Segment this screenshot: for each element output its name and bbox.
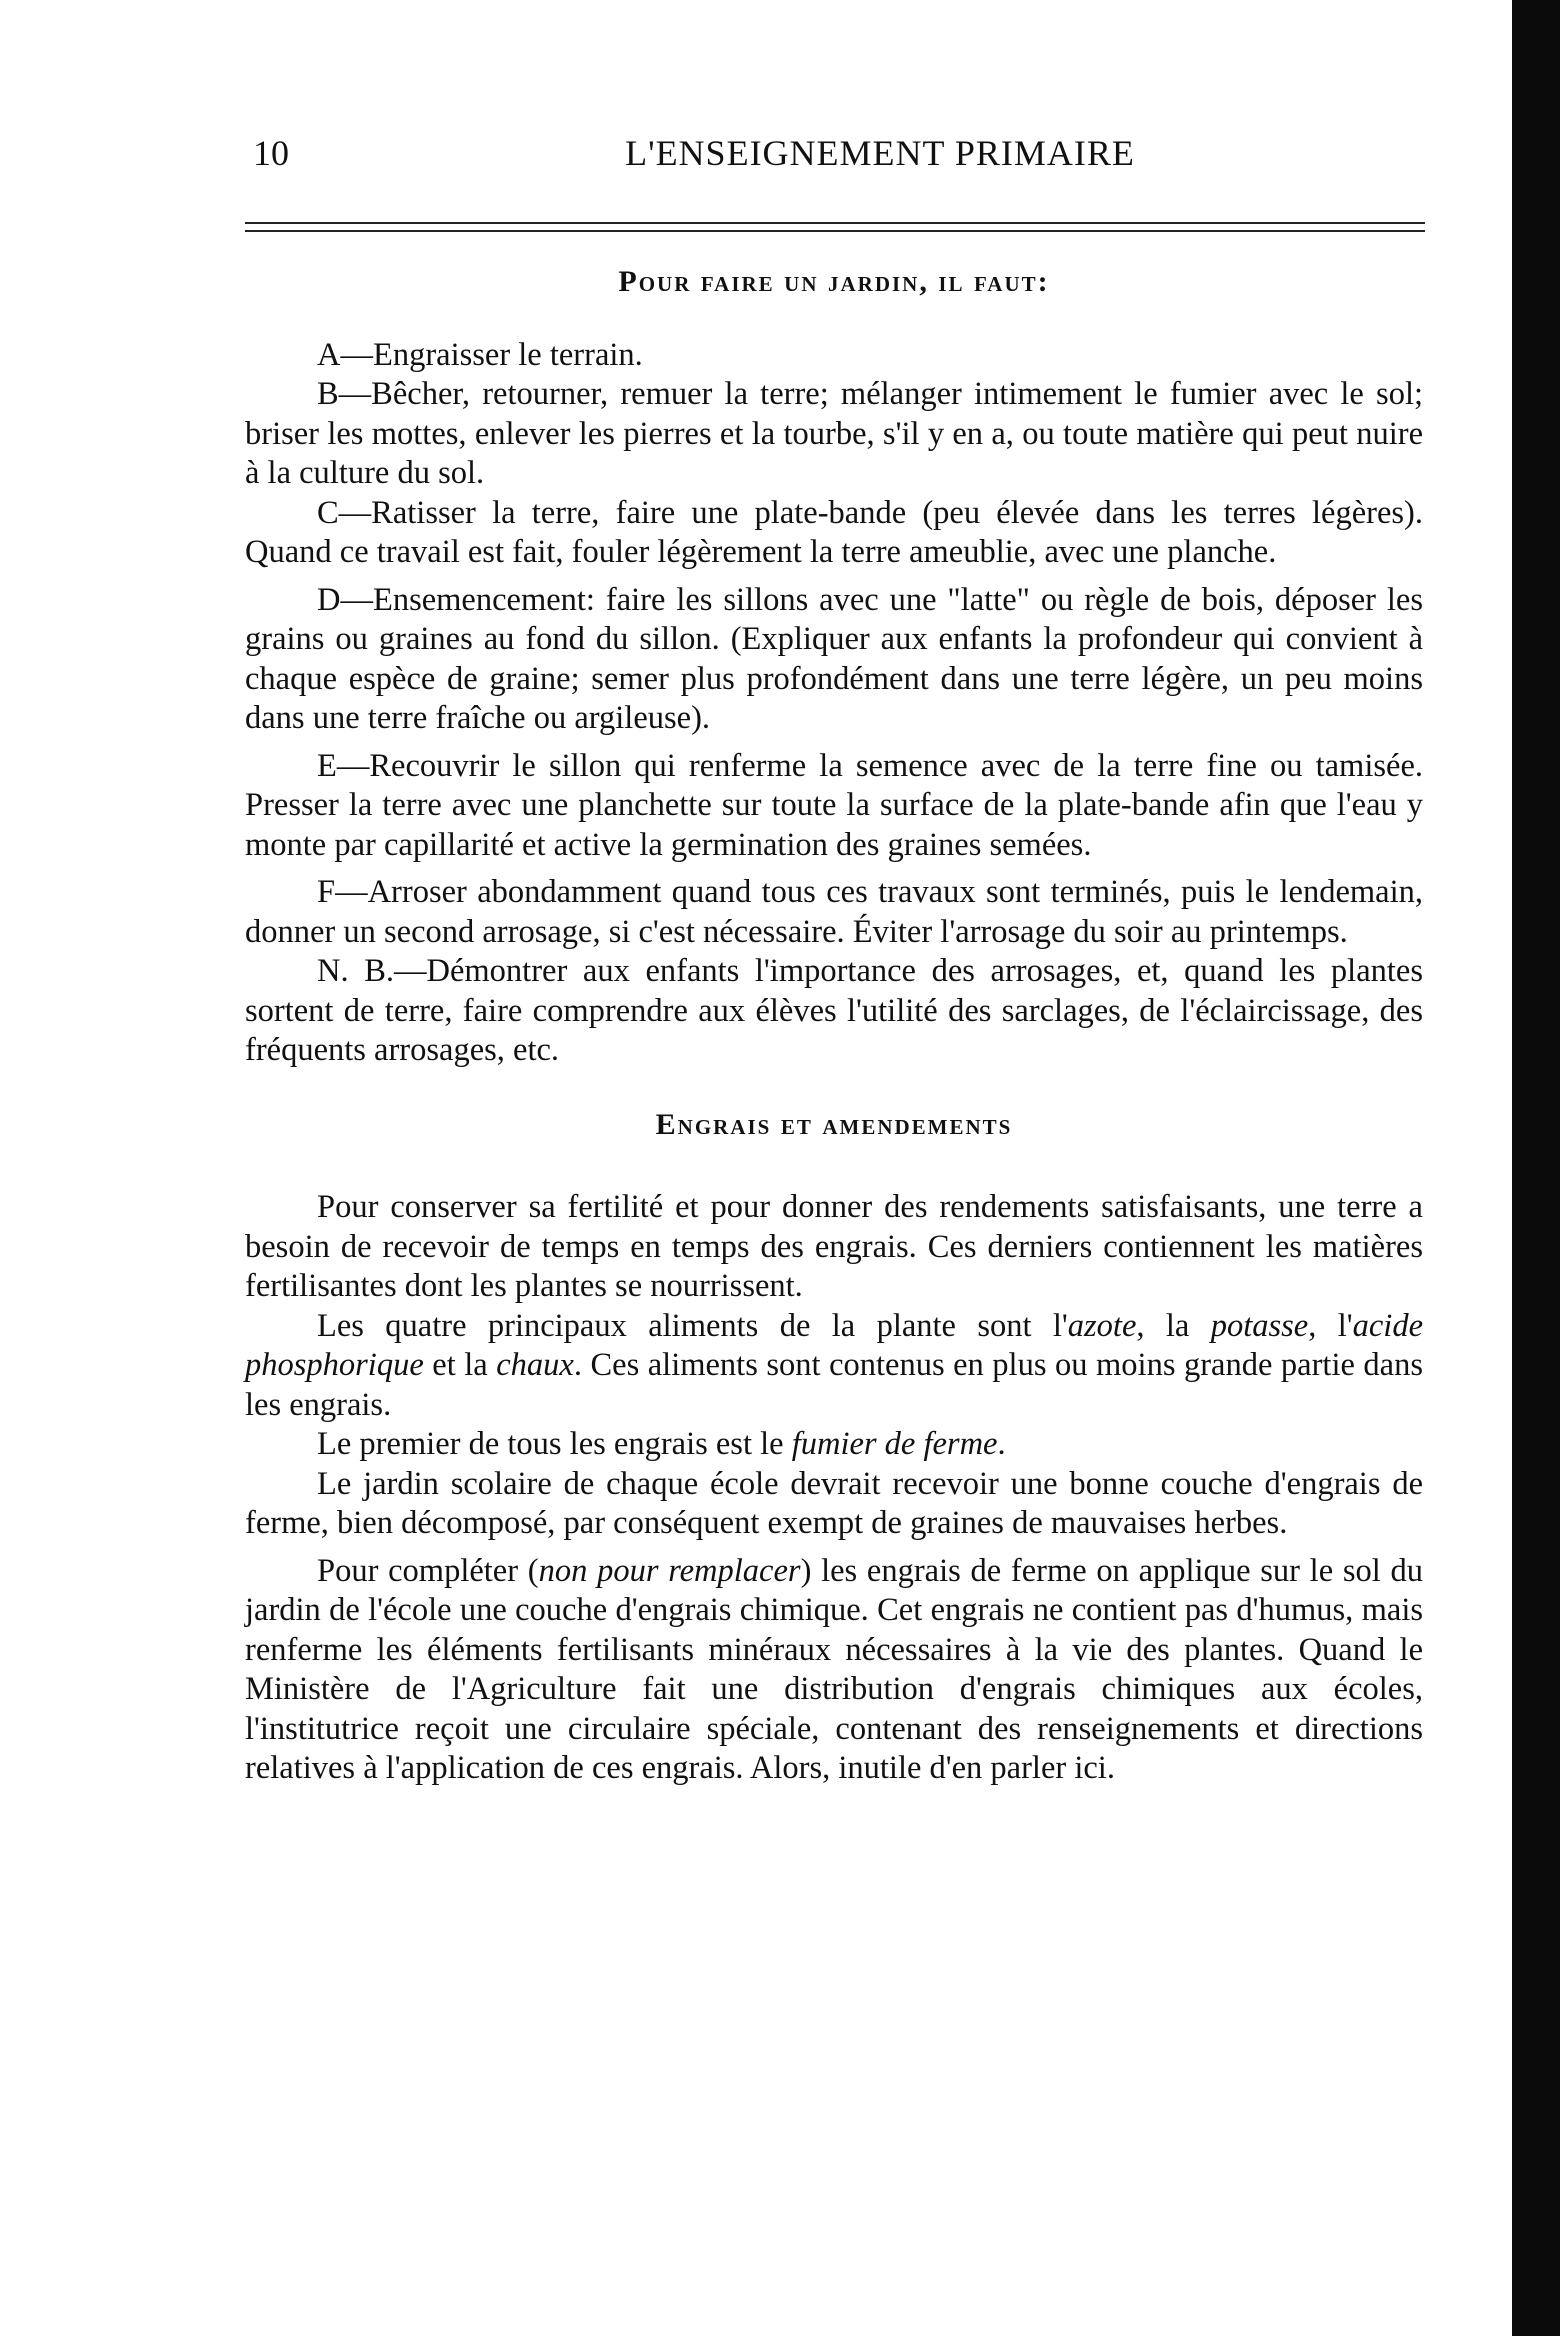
page-header	[245, 128, 1425, 188]
text-run: Pour compléter (	[317, 1552, 539, 1589]
text-run: Le premier de tous les engrais est le	[317, 1426, 792, 1462]
paragraph-item-a: A—Engraisser le terrain.	[317, 336, 643, 373]
paragraph-item-d: D—Ensemencement: faire les sillons avec une "latte" ou règle de bois, déposer les grains ou graines au fond du sillon. (Expliquer aux enfants la profondeur qui convient à chaque espèce de graine; semer plus profondément dans une terre légère, un peu moins dans une terre fraîche ou argileuse).	[245, 581, 1423, 736]
text-run: , l'	[1308, 1307, 1353, 1344]
italic-term: acide phosphorique	[245, 1307, 1423, 1383]
italic-term: potasse	[1210, 1307, 1309, 1344]
paragraph-nota-bene: N. B.—Démontrer aux enfants l'importance des arrosages, et, quand les plantes sortent de terre, faire comprendre aux élèves l'utilité des sarclages, de l'éclaircissage, des fréquents arrosages, etc.	[245, 953, 1423, 1068]
page-number: 10	[253, 133, 289, 173]
paragraph-item-e: E—Recouvrir le sillon qui renferme la semence avec de la terre fine ou tamisée. Presser la terre avec une planchette sur toute la surface de la plate-bande afin que l'eau y monte par capillarité et active la germination des graines semées.	[245, 747, 1423, 863]
paragraph-aliments	[245, 1307, 1423, 1426]
paragraph-item-f: F—Arroser abondamment quand tous ces travaux sont terminés, puis le lendemain, donner un second arrosage, si c'est nécessaire. Éviter l'arrosage du soir au printemps.	[245, 874, 1423, 950]
text-run: et la	[423, 1347, 497, 1383]
text-run: .	[997, 1426, 1006, 1462]
scan-border	[1512, 0, 1560, 2336]
text-run: . Ces aliments sont contenus en plus ou moins grande partie dans les engrais.	[245, 1347, 1423, 1423]
section-heading-jardin: Pour faire un jardin, il faut:	[618, 265, 1050, 298]
paragraph-engrais-chimique	[245, 1552, 1423, 1789]
header-rule	[245, 222, 1425, 232]
paragraph-fertilite: Pour conserver sa fertilité et pour donner des rendements satisfaisants, une terre a besoin de recevoir de temps en temps des engrais. Ces derniers contiennent les matières fertilisantes dont les plantes se nourrissent.	[245, 1189, 1423, 1304]
text-run: Les quatre principaux aliments de la plante sont l'	[317, 1307, 1068, 1344]
italic-term: azote	[1067, 1307, 1137, 1344]
italic-term: non pour remplacer	[538, 1552, 801, 1589]
section-heading-engrais: Engrais et amendements	[655, 1107, 1013, 1141]
paragraph-fumier	[245, 1425, 1423, 1465]
text-run: ) les engrais de ferme on applique sur le sol du jardin de l'école une couche d'engrais chimique. Cet engrais ne contient pas d'humus, mais renferme les éléments fertilisants minéraux nécessaires à la vie des plantes. Quand le Ministère de l'Agriculture fait une distribution d'engrais chimiques aux écoles, l'institutrice reçoit une circulaire spéciale, contenant des renseignements et directions relatives à l'application de ces engrais. Alors, inutile d'en parler ici.	[245, 1552, 1423, 1786]
page-body	[245, 262, 1423, 1789]
paragraph-item-b: B—Bêcher, retourner, remuer la terre; mélanger intimement le fumier avec le sol; briser les mottes, enlever les pierres et la tourbe, s'il y en a, ou toute matière qui peut nuire à la culture du sol.	[245, 376, 1423, 491]
text-run: , la	[1136, 1307, 1211, 1344]
running-title: L'ENSEIGNEMENT PRIMAIRE	[625, 133, 1135, 173]
italic-term: fumier de ferme	[791, 1426, 998, 1462]
paragraph-jardin-scolaire: Le jardin scolaire de chaque école devrait recevoir une bonne couche d'engrais de ferme, bien décomposé, par conséquent exempt de graines de mauvaises herbes.	[245, 1465, 1423, 1541]
paragraph-item-c: C—Ratisser la terre, faire une plate-bande (peu élevée dans les terres légères). Quand ce travail est fait, fouler légèrement la terre ameublie, avec une planche.	[245, 494, 1423, 570]
italic-term: chaux	[496, 1347, 574, 1383]
